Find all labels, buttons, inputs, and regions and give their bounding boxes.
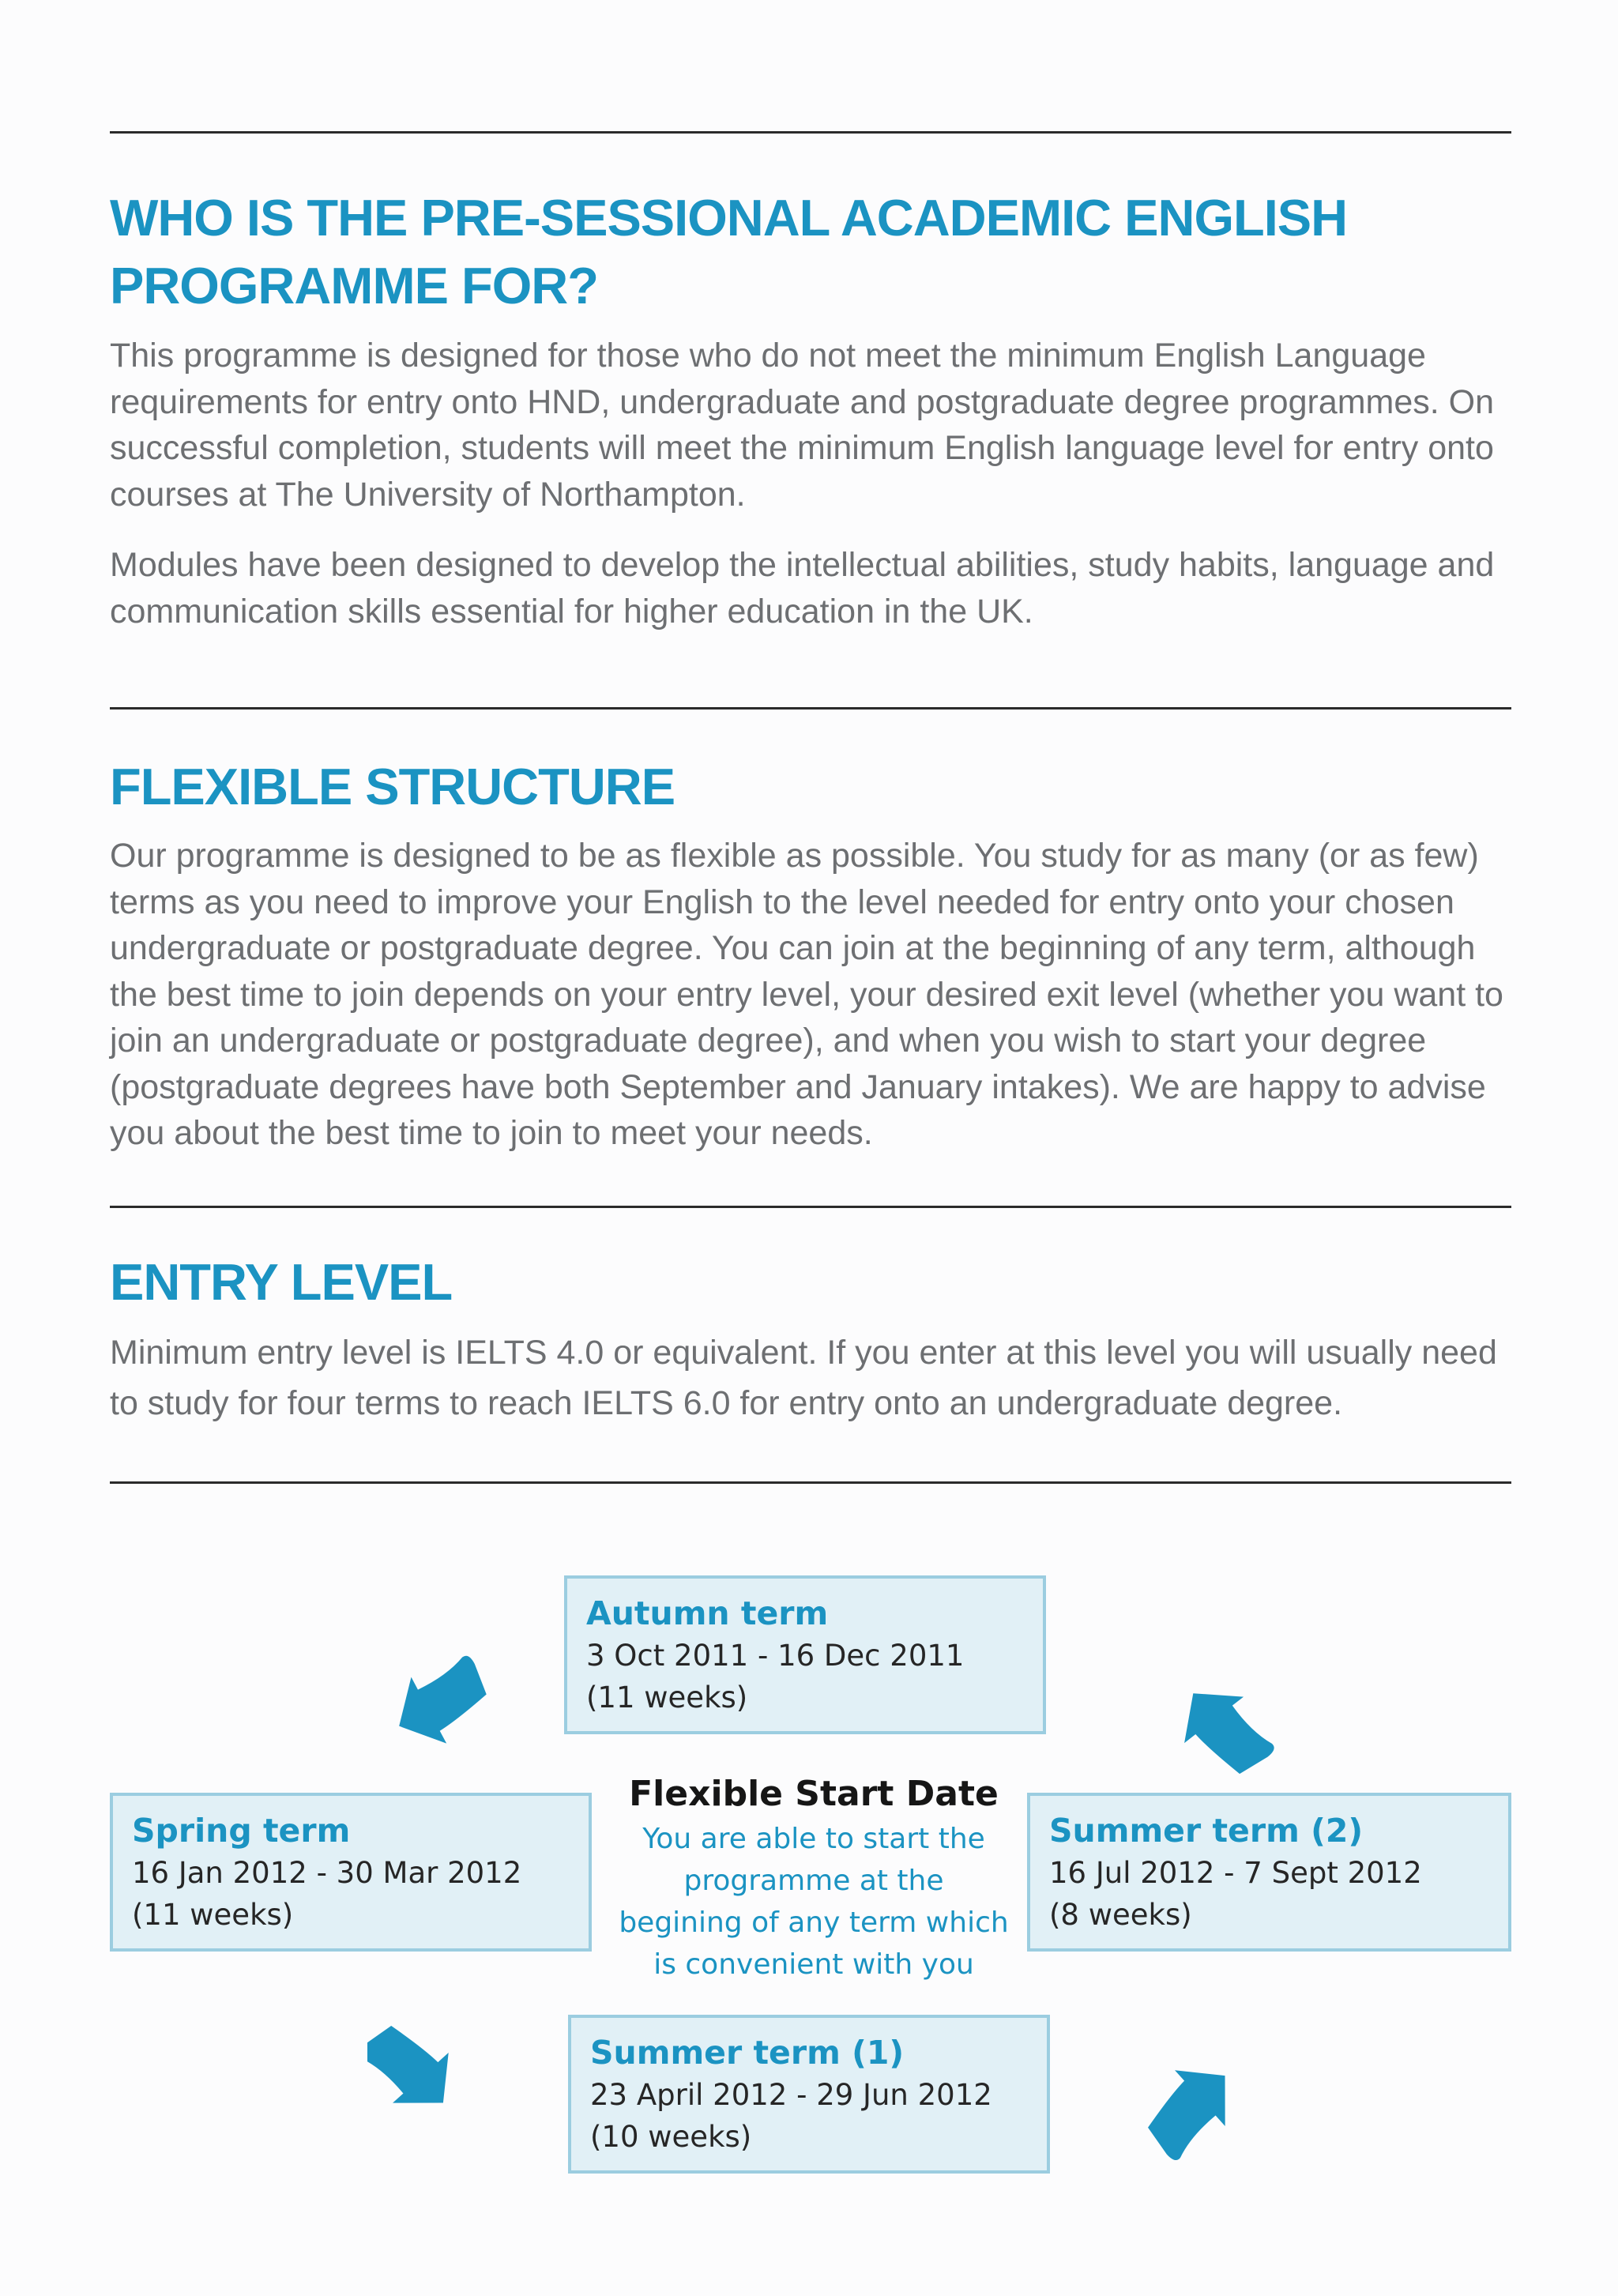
heading-entry-level: ENTRY LEVEL (110, 1253, 453, 1311)
flexible-start-note (608, 1771, 1019, 1985)
heading-who-is-it-for: WHO IS THE PRE-SESSIONAL ACADEMIC ENGLISH PROGRAMME FOR? (110, 189, 1348, 314)
summer-term-1-box (568, 2015, 1050, 2174)
paragraph-who-is-it-for: This programme is designed for those who do not meet the minimum English Language requirements for entry onto HND, undergraduate and postgraduate degree programmes. On successful completion, students will meet the minimum English language level for entry onto courses at The University of Northampton. (110, 337, 1495, 514)
section-divider (110, 707, 1511, 710)
heading-flexible-structure: FLEXIBLE STRUCTURE (110, 758, 675, 815)
section-divider (110, 1206, 1511, 1208)
summer-term-1-duration: (10 weeks) (590, 2120, 752, 2154)
spring-term-title: Spring term (132, 1812, 351, 1850)
summer-term-2-title: Summer term (2) (1049, 1812, 1364, 1850)
autumn-term-duration: (11 weeks) (586, 1681, 748, 1714)
autumn-term-title: Autumn term (586, 1594, 829, 1632)
paragraph-modules: Modules have been designed to develop the intellectual abilities, study habits, language and communication skills essential for higher education in the UK. (110, 546, 1495, 630)
section-divider (110, 1481, 1511, 1484)
paragraph-entry-level: Minimum entry level is IELTS 4.0 or equivalent. If you enter at this level you will usually need to study for four terms to reach IELTS 6.0 for entry onto an undergraduate degree. (110, 1334, 1497, 1422)
paragraph-flexible-structure: Our programme is designed to be as flexible as possible. You study for as many (or as few) terms as you need to improve your English to the level needed for entry onto your chosen undergraduate or postgraduate degree. You can join at the beginning of any term, although the best time to join depends on your entry level, your desired exit level (whether you want to join an undergraduate or postgraduate degree), and when you wish to start your degree (postgraduate degrees have both September and January intakes). We are happy to advise you about the best time to join to meet your needs. (110, 837, 1503, 1152)
section-divider (110, 131, 1511, 134)
arrow-summer2-to-autumn-icon (1161, 1647, 1280, 1782)
summer-term-2-box (1027, 1793, 1511, 1952)
summer-term-1-title: Summer term (1) (590, 2034, 905, 2072)
summer-term-1-dates: 23 April 2012 - 29 Jun 2012 (590, 2078, 992, 2112)
summer-term-2-duration: (8 weeks) (1049, 1898, 1192, 1932)
spring-term-dates: 16 Jan 2012 - 30 Mar 2012 (132, 1856, 522, 1890)
autumn-term-box (564, 1575, 1046, 1734)
flexible-start-title: Flexible Start Date (629, 1774, 999, 1814)
summer-term-2-dates: 16 Jul 2012 - 7 Sept 2012 (1049, 1856, 1422, 1890)
flexible-start-line: is convenient with you (653, 1948, 974, 1981)
flexible-start-line: programme at the (683, 1865, 944, 1897)
arrow-spring-to-summer1-icon (367, 2019, 494, 2145)
flexible-start-line: begining of any term which (619, 1906, 1009, 1939)
spring-term-duration: (11 weeks) (132, 1898, 294, 1932)
arrow-autumn-to-spring-icon (371, 1647, 498, 1766)
spring-term-box (110, 1793, 592, 1952)
autumn-term-dates: 3 Oct 2011 - 16 Dec 2011 (586, 1639, 965, 1673)
arrow-summer1-to-summer2-icon (1146, 2042, 1272, 2161)
flexible-start-line: You are able to start the (642, 1823, 985, 1855)
